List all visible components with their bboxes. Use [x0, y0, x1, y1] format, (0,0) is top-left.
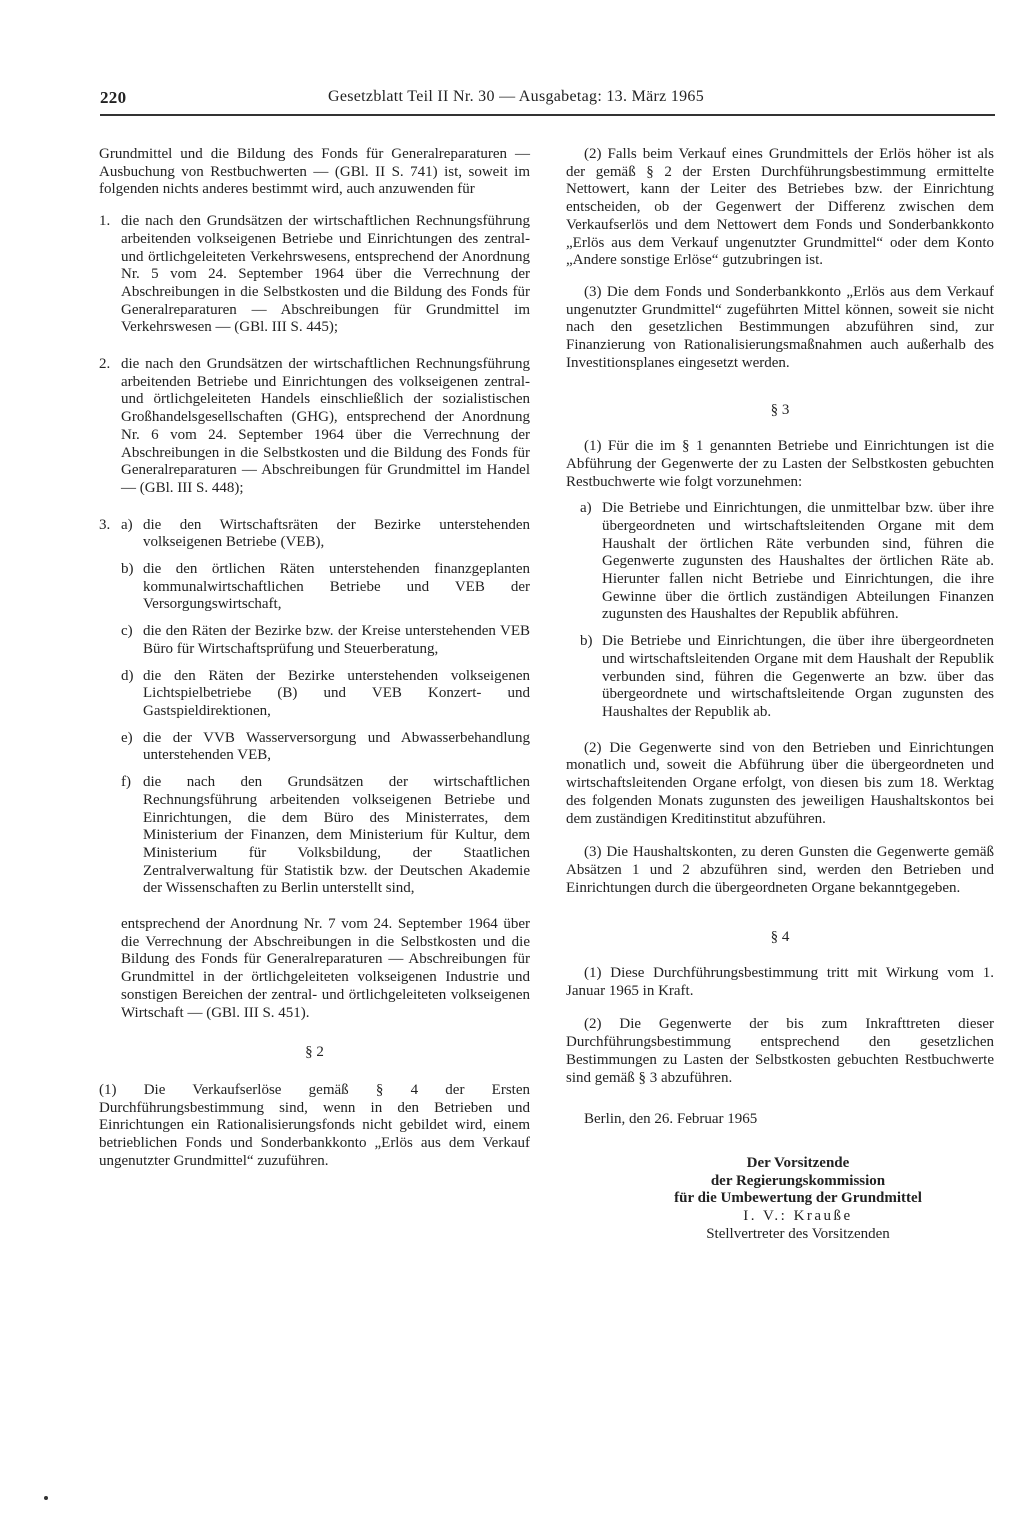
section-2-title: § 2 [305, 1044, 324, 1061]
list-number: 3. [99, 516, 111, 533]
section-4-paragraph-2: (2) Die Gegenwerte der bis zum Inkrafttreten dieser Durchführungsbestimmung entsprechend den gesetzlichen Bestimmungen zu Lasten der Selbstkosten gebuchten Restbuchwerte sind gemäß § 3 abzuführen. [566, 1016, 994, 1086]
section-3-paragraph-1: (1) Für die im § 1 genannten Betriebe und Einrichtungen ist die Abführung der Gegenwerte der zu Lasten der Selbstkosten gebuchten Restbuchwerte wie folgt vorzunehmen: [566, 438, 994, 490]
sub-text: die der VVB Wasserversorgung und Abwasserbehandlung unterstehenden VEB, [143, 729, 530, 764]
sub-text: Die Betriebe und Einrichtungen, die unmittelbar bzw. über ihre übergeordneten und wirtschaftsleitenden Organe mit dem Haushalt der örtlichen Räte verbunden sind, führen die Gegenwerte zugunsten des Haushaltes der örtlichen Räte ab. Hierunter fallen nicht Betriebe und Einrichtungen, die ihre Gewinne über die örtlich zuständigen Abteilungen Finanzen zugunsten des Haushaltes der Republik abführen. [602, 500, 994, 623]
sub-text: die den Räten der Bezirke unterstehenden volkseigenen Lichtspielbetriebe (B) und VEB Konzert- und Gastspieldirektionen, [143, 667, 530, 719]
sub-label: e) [121, 729, 133, 746]
section-3-item-a [580, 500, 994, 624]
date-line: Berlin, den 26. Februar 1965 [584, 1111, 758, 1128]
section-2-paragraph-1: (1) Die Verkaufserlöse gemäß § 4 der Ersten Durchführungsbestimmung sind, wenn in den Betrieben und Einrichtungen ein Rationalisierungsfonds nicht gebildet wird, einem betrieblichen Fonds und Sonderbankkonto „Erlös aus dem Verkauf ungenutzter Grundmittel“ zuzuführen. [99, 1081, 530, 1169]
sub-text: die den örtlichen Räten unterstehenden finanzgeplanten kommunalwirtschaftlichen Betriebe und VEB der Versorgungswirtschaft, [143, 561, 530, 613]
sub-item-f [121, 774, 530, 898]
intro-paragraph: Grundmittel und die Bildung des Fonds für Generalreparaturen — Ausbuchung von Restbuchwerten — (GBl. II S. 741) ist, soweit im folgenden nichts anderes bestimmt wird, auch anzuwenden für [99, 146, 530, 198]
right-column [566, 146, 994, 1243]
list-item-2 [99, 356, 530, 498]
left-column [99, 146, 530, 1170]
sub-label: a) [121, 516, 133, 533]
section-2-paragraph-2: (2) Falls beim Verkauf eines Grundmittels der Erlös höher ist als der gemäß § 2 der Ersten Durchführungsbestimmung ermittelte Nettowert, kann der Leiter des Betriebes bzw. der Einrichtung entscheiden, ob der Gegenwert der Differenz zwischen dem Verkaufserlös und dem Nettowert dem Fonds und Sonderbankkonto „Erlös aus dem Verkauf ungenutzter Grundmittel“ oder dem Konto „Andere sonstige Erlöse“ gutzubringen ist. [566, 146, 994, 269]
sub-item-a [121, 517, 530, 552]
list-number: 2. [99, 356, 111, 373]
section-4-title: § 4 [770, 929, 790, 946]
section-3-paragraph-3: (3) Die Haushaltskonten, zu deren Gunsten die Gegenwerte gemäß Absätzen 1 und 2 abzuführen sind, werden den Betrieben und Einrichtungen durch die übergeordneten Organe bekanntgegeben. [566, 844, 994, 896]
sub-label: d) [121, 667, 134, 684]
sub-text: die nach den Grundsätzen der wirtschaftlichen Rechnungsführung arbeitenden volkseigenen Betriebe und Einrichtungen, die dem Büro des Ministerrates, dem Ministerium der Finanzen, dem Ministerium für Kultur, dem Ministerium für Volksbildung, der Staatlichen Zentralverwaltung für Statistik bzw. der Deutschen Akademie der Wissenschaften zu Berlin unterstellt sind, [143, 774, 530, 897]
section-3-title: § 3 [770, 402, 790, 419]
sub-text: die den Wirtschaftsräten der Bezirke unterstehenden volkseigenen Betriebe (VEB), [143, 516, 530, 551]
signature-title-3: für die Umbewertung der Grundmittel [674, 1190, 922, 1207]
sub-label: a) [580, 500, 592, 517]
sub-label: b) [121, 561, 134, 578]
sub-label: b) [580, 633, 593, 650]
page-number: 220 [100, 88, 127, 107]
sub-list [121, 517, 530, 1023]
section-4-paragraph-1: (1) Diese Durchführungsbestimmung tritt mit Wirkung vom 1. Januar 1965 in Kraft. [566, 965, 994, 999]
item3-closing: entsprechend der Anordnung Nr. 7 vom 24. September 1964 über die Verrechnung der Abschreibungen in die Selbstkosten und die Bildung des Fonds für Generalreparaturen — Abschreibungen für Grundmittel in der örtlichgeleiteten volkseigenen Industrie und sonstigen Bereichen der zentral- und örtlichgeleiteten volkseigenen Wirtschaft — (GBl. III S. 451). [121, 916, 530, 1021]
signature-block [602, 1155, 994, 1244]
signature-role: Stellvertreter des Vorsitzenden [706, 1225, 890, 1242]
list-item-1 [99, 213, 530, 337]
list-item-text: die nach den Grundsätzen der wirtschaftlichen Rechnungsführung arbeitenden volkseigenen Betriebe und Einrichtungen des zentral- und örtlichgeleiteten Verkehrswesens, entsprechend der Anordnung Nr. 5 vom 24. September 1964 über die Verrechnung der Abschreibungen in die Selbstkosten und die Bildung des Fonds für Generalreparaturen — Abschreibungen für Grundmittel im Verkehrswesen — (GBl. III S. 445); [121, 213, 530, 336]
scan-speck [44, 1496, 48, 1500]
signature-name: I. V.: Krauße [743, 1208, 853, 1225]
sub-item-e [121, 730, 530, 765]
section-2-paragraph-3: (3) Die dem Fonds und Sonderbankkonto „Erlös aus dem Verkauf ungenutzter Grundmittel“ zugeführten Mittel können, soweit sie nicht nach den gesetzlichen Bestimmungen abzuführen sind, zur Finanzierung von Rationalisierungsmaßnahmen auch außerhalb des Investitionsplanes eingesetzt werden. [566, 283, 994, 371]
signature-title-2: der Regierungskommission [710, 1172, 886, 1189]
sub-text: die den Räten der Bezirke bzw. der Kreise unterstehenden VEB Büro für Wirtschaftsprüfung und Steuerberatung, [143, 623, 530, 657]
list-number: 1. [99, 213, 111, 230]
sub-item-d [121, 668, 530, 721]
sub-label: c) [121, 623, 133, 640]
list-item-text: die nach den Grundsätzen der wirtschaftlichen Rechnungsführung arbeitenden Betriebe und Einrichtungen des volkseigenen zentral- und örtlichgeleiteten Handels einschließlich der sozialistischen Großhandelsgesellschaften (GHG), entsprechend der Anordnung Nr. 6 vom 24. September 1964 über die Verrechnung der Abschreibungen in die Selbstkosten und die Bildung des Fonds für Generalreparaturen — Abschreibungen für Grundmittel im Handel — (GBl. III S. 448); [121, 356, 530, 496]
page-header [100, 84, 995, 116]
section-3-item-b [580, 633, 994, 722]
signature-title-1: Der Vorsitzende [746, 1154, 850, 1171]
running-title: Gesetzblatt Teil II Nr. 30 — Ausgabetag: 13. März 1965 [328, 88, 705, 105]
list-item-3 [99, 517, 530, 1023]
sub-text: Die Betriebe und Einrichtungen, die über ihre übergeordneten und wirtschaftsleitenden Organe mit dem Haushalt der Republik verbunden sind, führen die Gegenwerte an bzw. über das übergeordnete und wirtschaftsleitende Organ zugunsten des Haushaltes der Republik ab. [602, 633, 994, 720]
sub-item-b [121, 561, 530, 614]
sub-item-c [121, 623, 530, 658]
sub-label: f) [121, 774, 131, 791]
section-3-paragraph-2: (2) Die Gegenwerte sind von den Betrieben und Einrichtungen monatlich und, soweit die Abführung über die übergeordneten und wirtschaftsleitenden Organe erfolgt, von diesen bis zum 18. Werktag des folgenden Monats zugunsten des jeweiligen Haushaltskontos bei dem zuständigen Kreditinstitut abzuführen. [566, 739, 994, 827]
